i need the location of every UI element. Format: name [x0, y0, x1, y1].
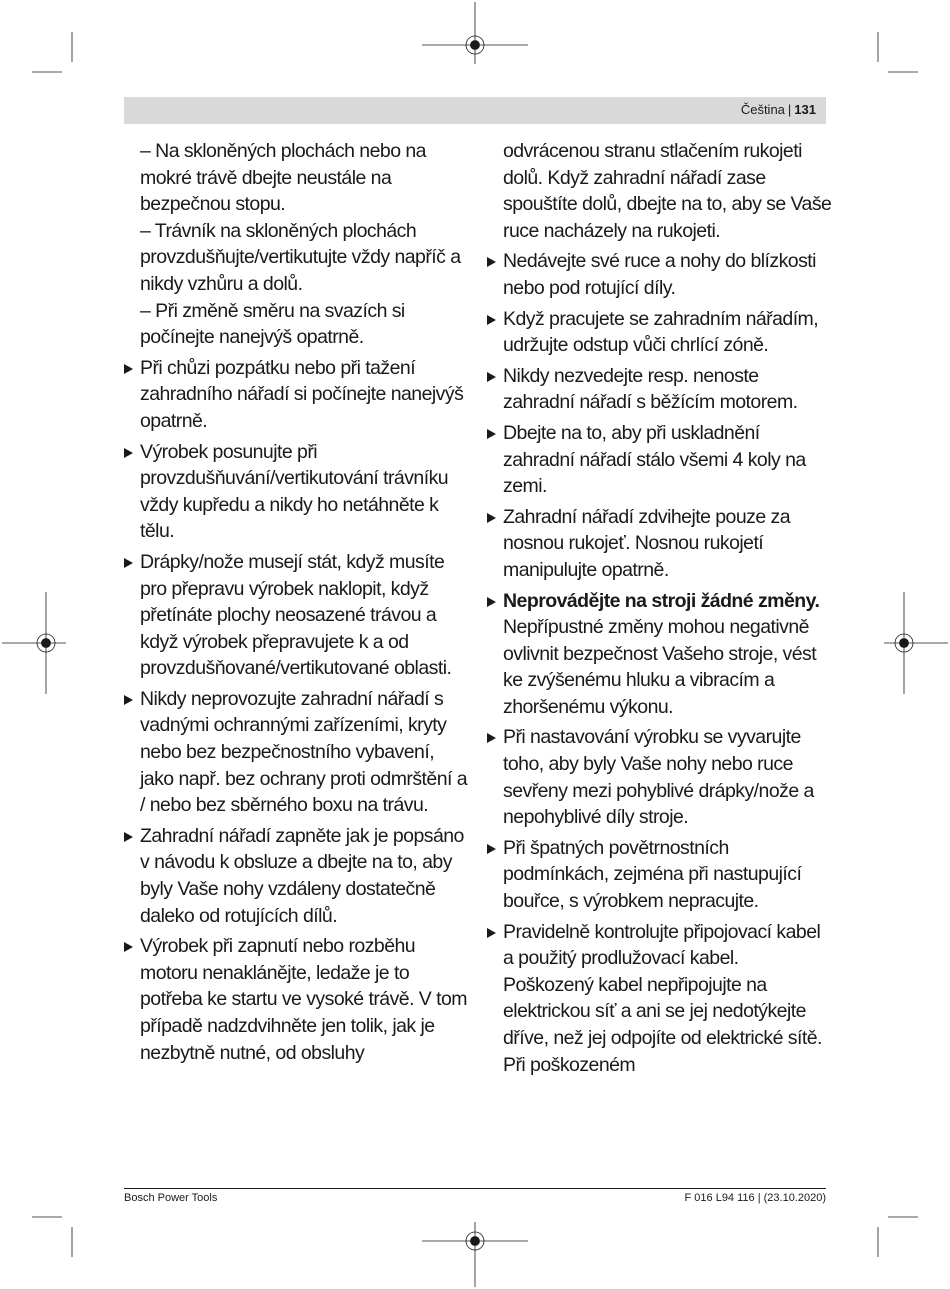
header-language: Čeština — [740, 102, 785, 117]
bullet-triangle-icon — [487, 372, 496, 382]
bullet-triangle-icon — [124, 364, 133, 374]
bullet-triangle-icon — [124, 695, 133, 705]
bullet-triangle-icon — [487, 844, 496, 854]
list-item: Nikdy nezvedejte resp. nenoste zahradní nářadí s běžícím motorem. — [487, 363, 833, 416]
right-column — [487, 138, 833, 1082]
list-item: Drápky/nože musejí stát, když musíte pro přepravu výrobek naklopit, když přetínáte plochy neosazené trávou a když výrobek přepravujete k a od provzdušňované/vertikutované oblasti. — [124, 549, 470, 682]
list-item: Nikdy neprovozujte zahradní nářadí s vadnými ochrannými zařízeními, kryty nebo bez bezpečnostního vybavení, jako např. bez ochrany proti odmrštění a / nebo bez sběrného boxu na trávu. — [124, 686, 470, 819]
list-item: Výrobek posunujte při provzdušňuvání/vertikutování trávníku vždy kupředu a nikdy ho netáhněte k tělu. — [124, 439, 470, 545]
bullet-triangle-icon — [487, 315, 496, 325]
footer-rule — [124, 1188, 826, 1189]
bullet-triangle-icon — [487, 597, 496, 607]
bold-lead: Neprovádějte na stroji žádné změny. — [503, 589, 820, 612]
list-item: Dbejte na to, aby při uskladnění zahradní nářadí stálo všemi 4 koly na zemi. — [487, 420, 833, 500]
list-item: Při špatných povětrnostních podmínkách, zejména při nastupující bouřce, s výrobkem nepracujte. — [487, 835, 833, 915]
page-number: 131 — [794, 102, 816, 117]
bullet-triangle-icon — [124, 448, 133, 458]
continuation-paragraph: odvrácenou stranu stlačením rukojeti dolů. Když zahradní nářadí zase spouštíte dolů, dbejte na to, aby se Vaše ruce nacházely na rukojeti. — [503, 140, 832, 242]
registration-mark-left — [2, 592, 66, 694]
bullet-triangle-icon — [487, 257, 496, 267]
bullet-triangle-icon — [487, 429, 496, 439]
bullet-triangle-icon — [487, 733, 496, 743]
registration-mark-right — [884, 592, 948, 694]
list-item: Výrobek při zapnutí nebo rozběhu motoru nenaklánějte, ledaže je to potřeba ke startu ve vysoké trávě. V tom případě nadzdvihněte jen tolik, jak je nezbytně nutné, od obsluhy — [124, 933, 470, 1066]
list-item: Při nastavování výrobku se vyvarujte toho, aby byly Vaše nohy nebo ruce sevřeny mezi pohyblivé drápky/nože a nepohyblivé díly stroje. — [487, 724, 833, 830]
bullet-triangle-icon — [487, 513, 496, 523]
list-item: Neprovádějte na stroji žádné změny. Nepřípustné změny mohou negativně ovlivnit bezpečnost Vašeho stroje, vést ke zvýšenému hluku a vibracím a zhoršenému výkonu. — [487, 588, 833, 721]
page-header — [124, 97, 826, 124]
bullet-triangle-icon — [487, 928, 496, 938]
bullet-triangle-icon — [124, 832, 133, 842]
continuation-line: – Při změně směru na svazích si počínejte nanejvýš opatrně. — [140, 299, 405, 349]
list-item: Zahradní nářadí zdvihejte pouze za nosnou rukojeť. Nosnou rukojetí manipulujte opatrně. — [487, 504, 833, 584]
list-item: Nedávejte své ruce a nohy do blízkosti nebo pod rotující díly. — [487, 248, 833, 301]
continuation-line: – Trávník na skloněných plochách provzdušňujte/vertikutujte vždy napříč a nikdy vzhůru a dolů. — [140, 219, 461, 295]
header-text: Čeština | 131 — [740, 102, 816, 117]
footer-publisher: Bosch Power Tools — [124, 1192, 218, 1204]
list-item: Když pracujete se zahradním nářadím, udržujte odstup vůči chrlící zóně. — [487, 306, 833, 359]
left-column — [124, 138, 470, 1070]
bullet-triangle-icon — [124, 558, 133, 568]
list-item: Zahradní nářadí zapněte jak je popsáno v návodu k obsluze a dbejte na to, aby byly Vaše nohy vzdáleny dostatečně daleko od rotujících dílů. — [124, 823, 470, 929]
continuation-line: – Na skloněných plochách nebo na mokré trávě dbejte neustále na bezpečnou stopu. — [140, 140, 426, 216]
list-item: Při chůzi pozpátku nebo při tažení zahradního nářadí si počínejte nanejvýš opatrně. — [124, 355, 470, 435]
registration-mark-bottom — [422, 1222, 528, 1287]
footer-document-code: F 016 L94 116 | (23.10.2020) — [684, 1192, 826, 1204]
bullet-triangle-icon — [124, 942, 133, 952]
registration-mark-top — [422, 2, 528, 64]
list-item: Pravidelně kontrolujte připojovací kabel a použitý prodlužovací kabel. Poškozený kabel nepřipojujte na elektrickou síť a ani se jej nedotýkejte dříve, než jej odpojíte od elektrické sítě. Při poškozeném — [487, 919, 833, 1079]
